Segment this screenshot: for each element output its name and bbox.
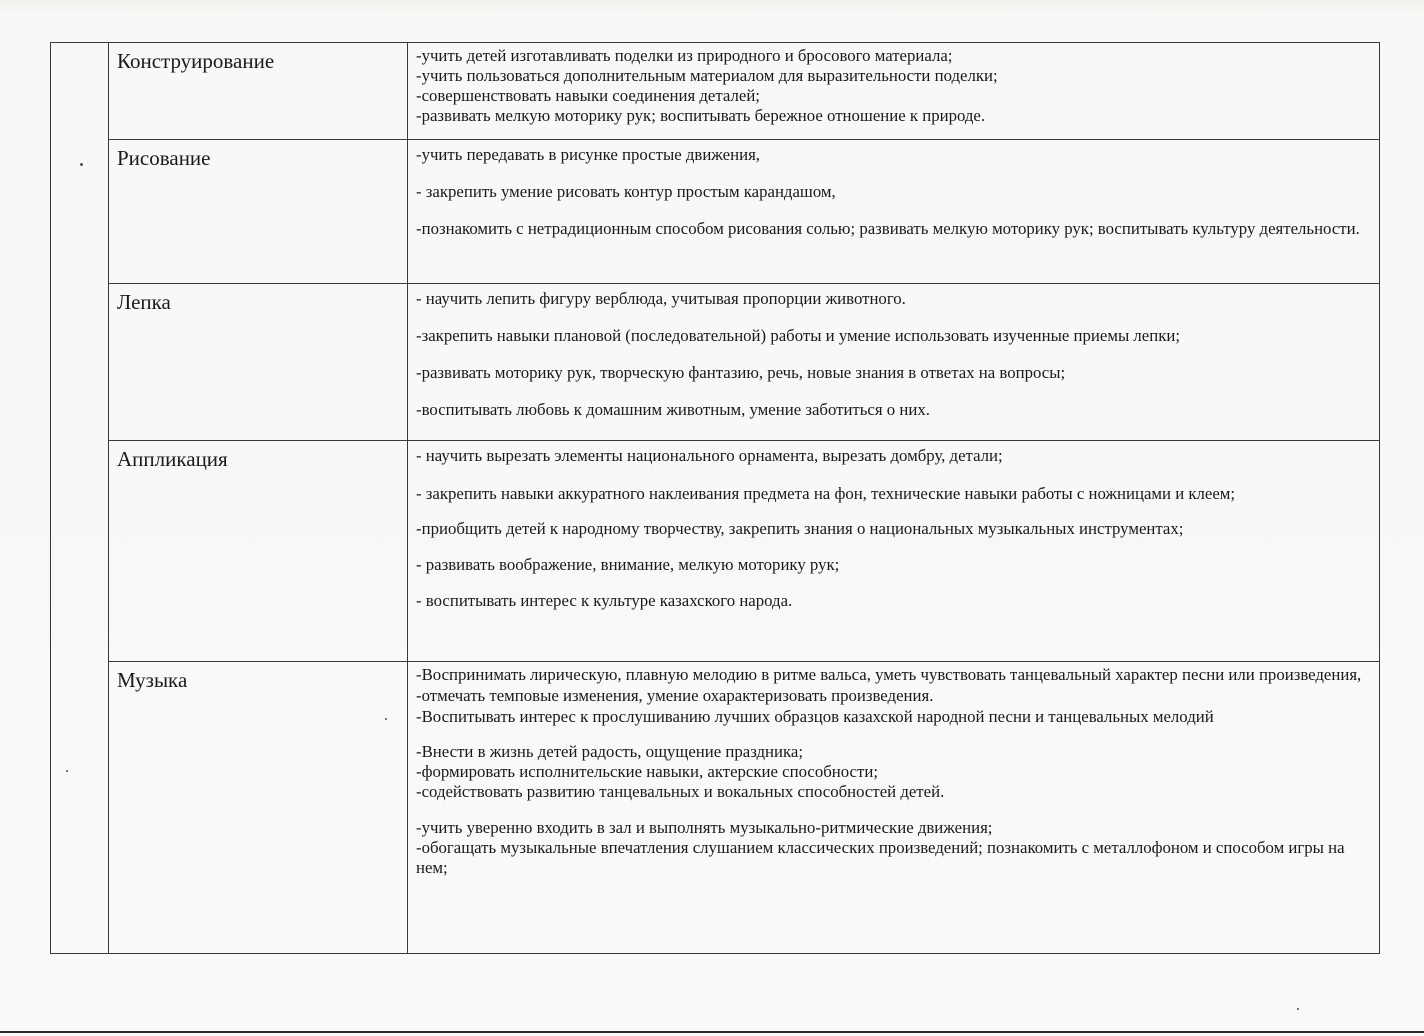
subject-name: Музыка	[117, 668, 188, 692]
number-column-cell	[51, 43, 109, 954]
goal-text: -развивать моторику рук, творческую фантазию, речь, новые знания в ответах на вопросы;	[416, 363, 1066, 382]
table-row-konstruirovanie	[51, 43, 1380, 140]
scan-speck	[1297, 1008, 1299, 1010]
goals-list	[408, 43, 1379, 128]
subject-name: Рисование	[117, 146, 211, 170]
goals-cell	[408, 441, 1380, 662]
scan-speck	[80, 163, 83, 166]
goal-text: -учить передавать в рисунке простые движения,	[416, 145, 760, 164]
scan-speck	[66, 770, 68, 772]
goal-text: - закрепить навыки аккуратного наклеивания предмета на фон, технические навыки работы с ножницами и клеем;	[416, 484, 1236, 503]
scan-speck	[385, 718, 387, 720]
subject-cell	[109, 441, 408, 662]
goals-cell	[408, 662, 1380, 954]
table-row-lepka	[51, 284, 1380, 441]
goal-text: -Воспринимать лирическую, плавную мелодию в ритме вальса, уметь чувствовать танцевальный характер песни или произведения, -отмечать темповые изменения, умение охарактеризовать произведения. -Воспитывать интерес к прослушиванию лучших образцов казахской народной песни и танцевальных мелодий	[416, 665, 1362, 726]
table-row-applikaciya	[51, 441, 1380, 662]
table-row-muzyka	[51, 662, 1380, 954]
goal-text: -приобщить детей к народному творчеству, закрепить знания о национальных музыкальных инструментах;	[416, 519, 1184, 538]
goals-cell	[408, 43, 1380, 140]
subject-name: Лепка	[117, 290, 171, 314]
goal-text: - научить лепить фигуру верблюда, учитывая пропорции животного.	[416, 289, 906, 308]
goal-text: - воспитывать интерес к культуре казахского народа.	[416, 591, 793, 610]
goal-text: -познакомить с нетрадиционным способом рисования солью; развивать мелкую моторику рук; воспитывать культуру деятельности.	[416, 219, 1360, 238]
subject-cell	[109, 43, 408, 140]
goals-list	[408, 140, 1379, 247]
goal-text: -учить детей изготавливать поделки из природного и бросового материала; -учить пользоваться дополнительным материалом для выразительности поделки; -совершенствовать навыки соединения деталей; -развивать мелкую моторику рук; воспитывать бережное отношение к природе.	[416, 46, 998, 125]
page-bottom-edge	[0, 1031, 1424, 1033]
table-row-risovanie	[51, 140, 1380, 284]
goals-list	[408, 284, 1379, 426]
goal-text: -воспитывать любовь к домашним животным, умение заботиться о них.	[416, 400, 930, 419]
curriculum-table	[50, 42, 1380, 954]
goal-text: -Внести в жизнь детей радость, ощущение праздника; -формировать исполнительские навыки, актерские способности; -содействовать развитию танцевальных и вокальных способностей детей.	[416, 742, 945, 801]
goal-text: - развивать воображение, внимание, мелкую моторику рук;	[416, 555, 840, 574]
goal-text: - закрепить умение рисовать контур простым карандашом,	[416, 182, 836, 201]
goal-text: -учить уверенно входить в зал и выполнять музыкально-ритмические движения; -обогащать музыкальные впечатления слушанием классических произведений; познакомить с металлофоном и способом игры на нем;	[416, 818, 1345, 877]
goal-text: -закрепить навыки плановой (последовательной) работы и умение использовать изученные приемы лепки;	[416, 326, 1181, 345]
goals-cell	[408, 140, 1380, 284]
goals-list	[408, 441, 1379, 617]
subject-cell	[109, 140, 408, 284]
subject-name: Конструирование	[117, 49, 275, 73]
goal-text: - научить вырезать элементы национального орнамента, вырезать домбру, детали;	[416, 446, 1003, 465]
subject-cell	[109, 284, 408, 441]
goals-list	[408, 662, 1379, 880]
subject-cell	[109, 662, 408, 954]
goals-cell	[408, 284, 1380, 441]
subject-name: Аппликация	[117, 447, 228, 471]
